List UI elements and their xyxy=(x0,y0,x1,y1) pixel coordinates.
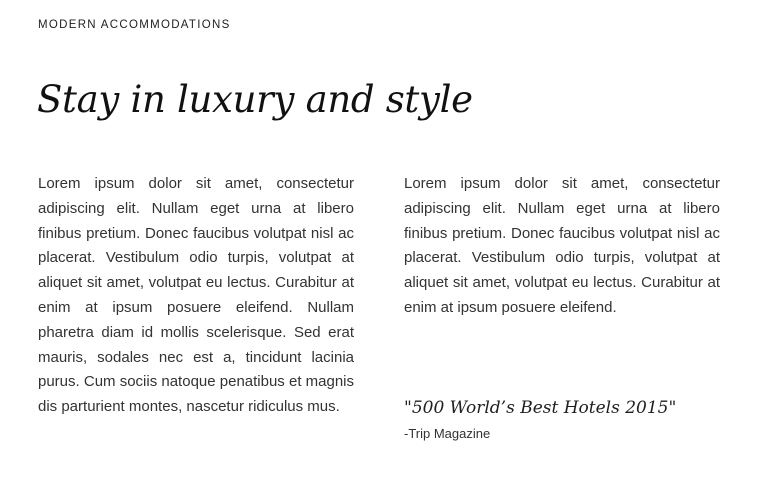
body-text-right: Lorem ipsum dolor sit amet, consectetur adipiscing elit. Nullam eget urna at libero finibus pretium. Donec faucibus volutpat nisl ac placerat. Vestibulum odio turpis, volutpat at aliquet sit amet, volutpat eu lectus. Curabitur at enim at ipsum posuere eleifend. xyxy=(404,175,720,316)
section-eyebrow: MODERN ACCOMMODATIONS xyxy=(38,19,231,31)
section-title: Stay in luxury and style xyxy=(37,78,473,121)
body-text-left: Lorem ipsum dolor sit amet, consectetur adipiscing elit. Nullam eget urna at libero finibus pretium. Donec faucibus volutpat nisl ac placerat. Vestibulum odio turpis, volutpat at aliquet sit amet, volutpat eu lectus. Curabitur at enim at ipsum posuere eleifend. Nullam pharetra diam id mollis scelerisque. Sed erat mauris, sodales nec est a, tincidunt lacinia purus. Cum sociis natoque penatibus et magnis dis parturient montes, nascetur ridiculus mus. xyxy=(38,175,355,416)
quote-attribution: -Trip Magazine xyxy=(404,426,491,441)
award-quote: "500 World’s Best Hotels 2015" xyxy=(404,398,677,418)
